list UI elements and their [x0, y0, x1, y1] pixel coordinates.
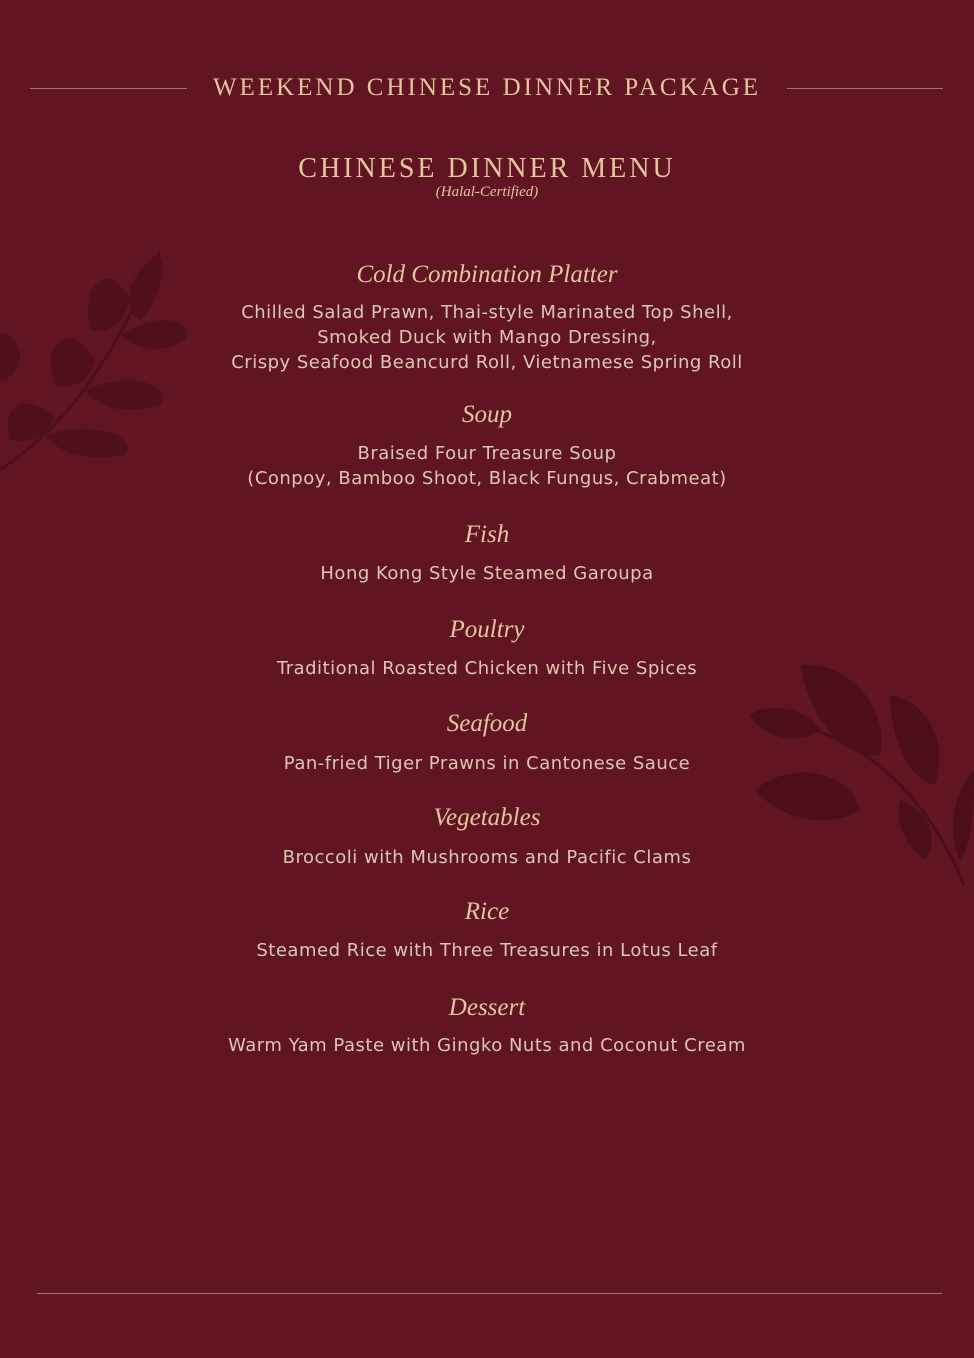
footer-rule	[37, 1293, 942, 1294]
course-item-line: Crispy Seafood Beancurd Roll, Vietnamese Spring Roll	[231, 352, 743, 373]
course-item-line: Chilled Salad Prawn, Thai-style Marinated Top Shell,	[241, 302, 733, 323]
course-item-line: Steamed Rice with Three Treasures in Lotus Leaf	[256, 940, 718, 961]
menu-subtitle: (Halal-Certified)	[435, 184, 539, 200]
course-heading-rice: Rice	[464, 898, 510, 925]
course-item-line: Braised Four Treasure Soup	[357, 443, 617, 464]
course-heading-cold-platter: Cold Combination Platter	[356, 261, 618, 288]
course-item-line: Smoked Duck with Mango Dressing,	[317, 327, 657, 348]
course-item-line: Traditional Roasted Chicken with Five Spices	[276, 658, 698, 679]
course-heading-seafood: Seafood	[446, 710, 528, 737]
course-item-line: Pan-fried Tiger Prawns in Cantonese Sauce	[283, 753, 691, 774]
package-title: WEEKEND CHINESE DINNER PACKAGE	[212, 74, 762, 101]
course-heading-vegetables: Vegetables	[433, 804, 541, 831]
menu-title: CHINESE DINNER MENU	[298, 153, 676, 184]
course-heading-poultry: Poultry	[449, 616, 525, 643]
course-item-line: Hong Kong Style Steamed Garoupa	[320, 563, 654, 584]
course-item-line: (Conpoy, Bamboo Shoot, Black Fungus, Crabmeat)	[247, 468, 727, 489]
course-heading-fish: Fish	[464, 521, 510, 548]
course-item-line: Broccoli with Mushrooms and Pacific Clams	[282, 847, 692, 868]
course-heading-dessert: Dessert	[448, 994, 526, 1021]
course-item-line: Warm Yam Paste with Gingko Nuts and Coconut Cream	[228, 1035, 746, 1056]
course-heading-soup: Soup	[462, 401, 512, 428]
